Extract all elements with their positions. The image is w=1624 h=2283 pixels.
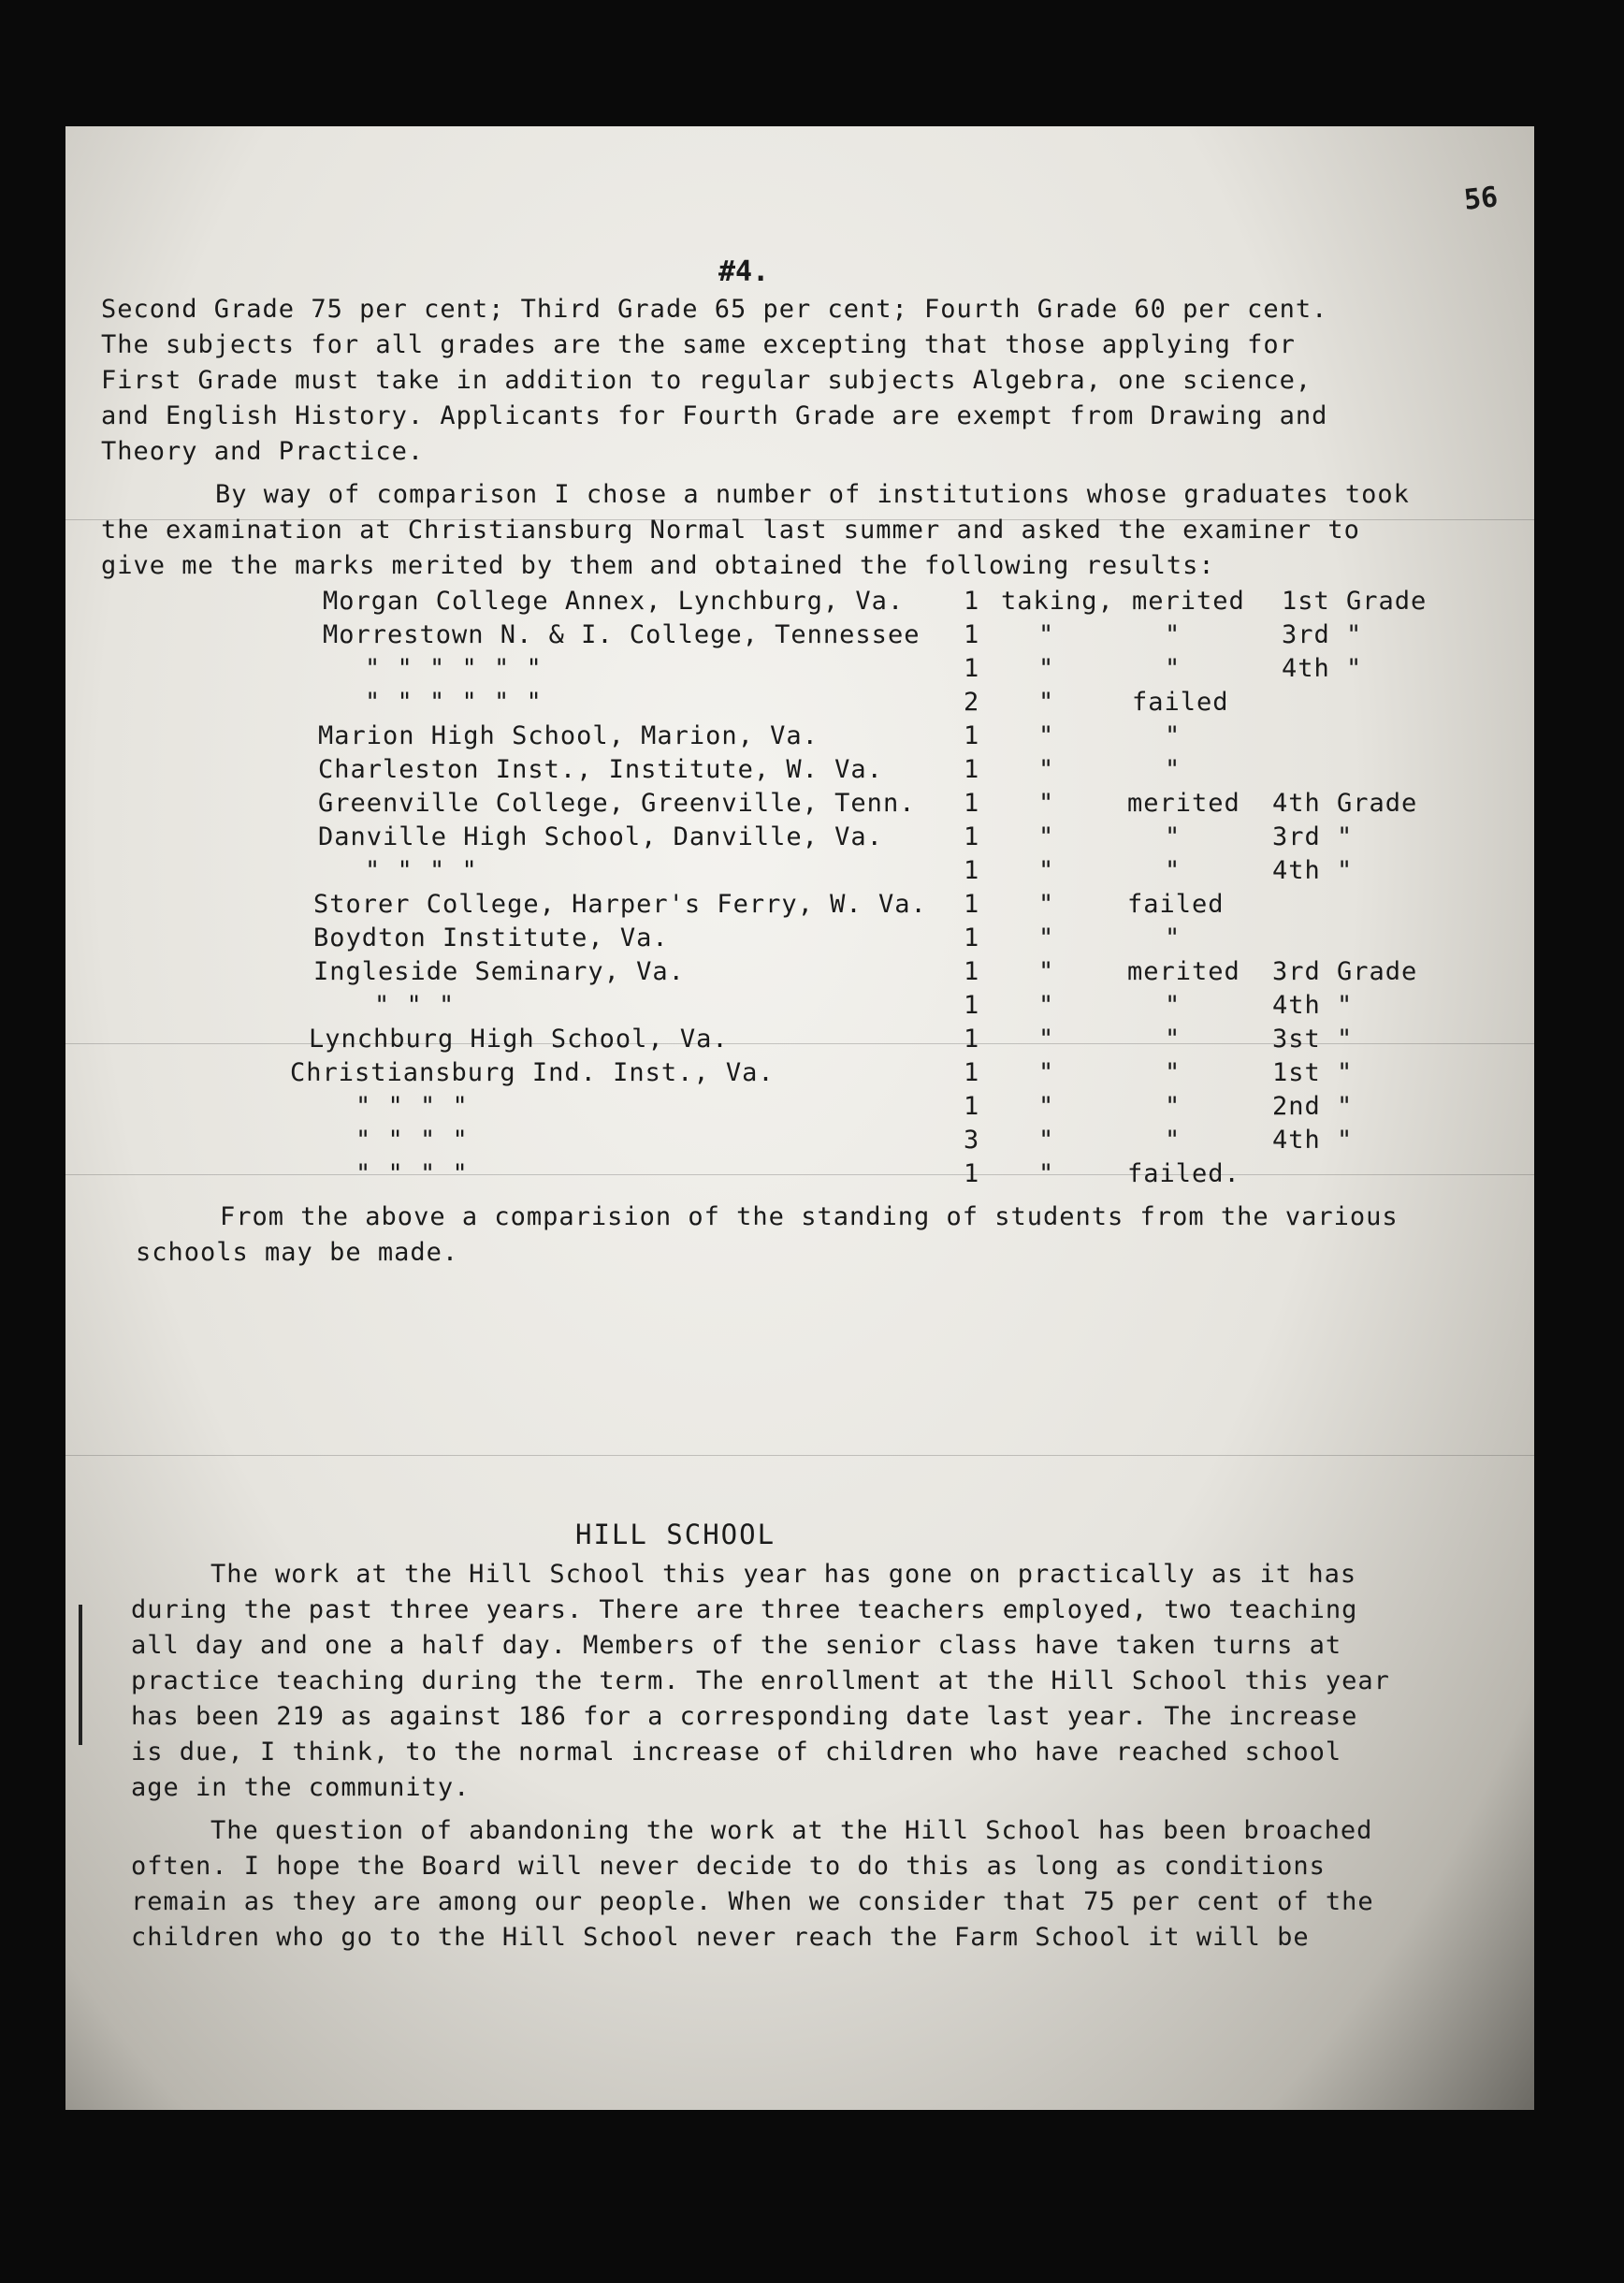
text-line: the examination at Christiansburg Normal last summer and asked the examiner to [101, 516, 1360, 545]
count: 1 [964, 587, 980, 616]
text-line: By way of comparison I chose a number of institutions whose graduates took [215, 480, 1410, 509]
result: " [1165, 856, 1182, 885]
ditto: " [1038, 654, 1055, 683]
school-name: " " " " [355, 1126, 469, 1155]
result: " [1165, 1058, 1182, 1087]
text-line: and English History. Applicants for Fourth Grade are exempt from Drawing and [101, 401, 1328, 430]
count: 1 [964, 957, 980, 986]
school-name: Christiansburg Ind. Inst., Va. [290, 1058, 775, 1087]
text-line: remain as they are among our people. When we consider that 75 per cent of the [131, 1887, 1374, 1916]
grade: 4th Grade [1272, 789, 1418, 818]
count: 1 [964, 1058, 980, 1087]
ditto: taking, [1001, 587, 1114, 616]
school-name: Danville High School, Danville, Va. [318, 822, 883, 851]
grade: 3st " [1272, 1025, 1354, 1054]
count: 3 [964, 1126, 980, 1155]
text-line: age in the community. [131, 1773, 471, 1802]
school-name: " " " [374, 991, 456, 1020]
count: 1 [964, 789, 980, 818]
text-line: children who go to the Hill School never reach the Farm School it will be [131, 1923, 1310, 1952]
school-name: Greenville College, Greenville, Tenn. [318, 789, 916, 818]
result: " [1165, 822, 1182, 851]
count: 1 [964, 755, 980, 784]
result: " [1165, 1092, 1182, 1121]
text-line: Theory and Practice. [101, 437, 425, 466]
text-line: often. I hope the Board will never decide to do this as long as conditions [131, 1852, 1326, 1881]
ditto: " [1038, 620, 1055, 649]
school-name: Ingleside Seminary, Va. [313, 957, 685, 986]
result: " [1165, 755, 1182, 784]
text-line: give me the marks merited by them and obtained the following results: [101, 551, 1215, 580]
school-name: " " " " [355, 1159, 469, 1188]
result: " [1165, 1126, 1182, 1155]
ditto: " [1038, 755, 1055, 784]
count: 1 [964, 1025, 980, 1054]
text-line: The work at the Hill School this year has gone on practically as it has [210, 1560, 1357, 1589]
result: merited [1132, 587, 1245, 616]
school-name: " " " " [355, 1092, 469, 1121]
ditto: " [1038, 1159, 1055, 1188]
text-line: From the above a comparision of the standing of students from the various [220, 1202, 1399, 1231]
section-title: HILL SCHOOL [575, 1519, 776, 1550]
ditto: " [1038, 991, 1055, 1020]
text-line: Second Grade 75 per cent; Third Grade 65 per cent; Fourth Grade 60 per cent. [101, 295, 1328, 324]
school-name: Morrestown N. & I. College, Tennessee [323, 620, 921, 649]
count: 1 [964, 991, 980, 1020]
result: merited [1127, 957, 1240, 986]
text-line: all day and one a half day. Members of the senior class have taken turns at [131, 1631, 1342, 1660]
count: 1 [964, 721, 980, 750]
text-line: The question of abandoning the work at the Hill School has been broached [210, 1816, 1373, 1845]
school-name: Boydton Institute, Va. [313, 923, 669, 952]
result: failed. [1127, 1159, 1240, 1188]
grade: 1st " [1272, 1058, 1354, 1087]
result: merited [1127, 789, 1240, 818]
result: " [1165, 991, 1182, 1020]
document-page [65, 126, 1534, 2110]
grade: 1st Grade [1282, 587, 1428, 616]
result: failed [1127, 890, 1225, 919]
count: 1 [964, 1159, 980, 1188]
school-name: " " " " " " [365, 688, 543, 717]
grade: 3rd " [1282, 620, 1363, 649]
result: " [1165, 620, 1182, 649]
grade: 2nd " [1272, 1092, 1354, 1121]
result: " [1165, 654, 1182, 683]
result: " [1165, 721, 1182, 750]
result: " [1165, 923, 1182, 952]
text-line: schools may be made. [136, 1238, 459, 1267]
school-name: Marion High School, Marion, Va. [318, 721, 819, 750]
ditto: " [1038, 923, 1055, 952]
school-name: Lynchburg High School, Va. [309, 1025, 729, 1054]
grade: 3rd Grade [1272, 957, 1418, 986]
page-number: 56 [1462, 181, 1500, 217]
text-line: First Grade must take in addition to regular subjects Algebra, one science, [101, 366, 1312, 395]
school-name: Charleston Inst., Institute, W. Va. [318, 755, 883, 784]
ditto: " [1038, 1025, 1055, 1054]
count: 2 [964, 688, 980, 717]
result: " [1165, 1025, 1182, 1054]
ditto: " [1038, 1092, 1055, 1121]
school-name: Morgan College Annex, Lynchburg, Va. [323, 587, 905, 616]
text-line: has been 219 as against 186 for a corresponding date last year. The increase [131, 1702, 1358, 1731]
grade: 4th " [1282, 654, 1363, 683]
ditto: " [1038, 688, 1055, 717]
count: 1 [964, 654, 980, 683]
ditto: " [1038, 822, 1055, 851]
grade: 4th " [1272, 991, 1354, 1020]
result: failed [1132, 688, 1229, 717]
ditto: " [1038, 1058, 1055, 1087]
ditto: " [1038, 957, 1055, 986]
text-line: The subjects for all grades are the same excepting that those applying for [101, 330, 1296, 359]
grade: 4th " [1272, 1126, 1354, 1155]
count: 1 [964, 620, 980, 649]
text-line: during the past three years. There are three teachers employed, two teaching [131, 1595, 1358, 1624]
ditto: " [1038, 856, 1055, 885]
count: 1 [964, 856, 980, 885]
grade: 3rd " [1272, 822, 1354, 851]
margin-mark [79, 1605, 82, 1745]
count: 1 [964, 923, 980, 952]
text-line: practice teaching during the term. The enrollment at the Hill School this year [131, 1666, 1390, 1695]
school-name: " " " " " " [365, 654, 543, 683]
count: 1 [964, 890, 980, 919]
text-line: is due, I think, to the normal increase of children who have reached school [131, 1738, 1342, 1767]
section-number: #4. [718, 255, 770, 288]
ditto: " [1038, 789, 1055, 818]
count: 1 [964, 822, 980, 851]
ditto: " [1038, 721, 1055, 750]
ditto: " [1038, 1126, 1055, 1155]
school-name: " " " " [365, 856, 478, 885]
school-name: Storer College, Harper's Ferry, W. Va. [313, 890, 927, 919]
count: 1 [964, 1092, 980, 1121]
ditto: " [1038, 890, 1055, 919]
grade: 4th " [1272, 856, 1354, 885]
